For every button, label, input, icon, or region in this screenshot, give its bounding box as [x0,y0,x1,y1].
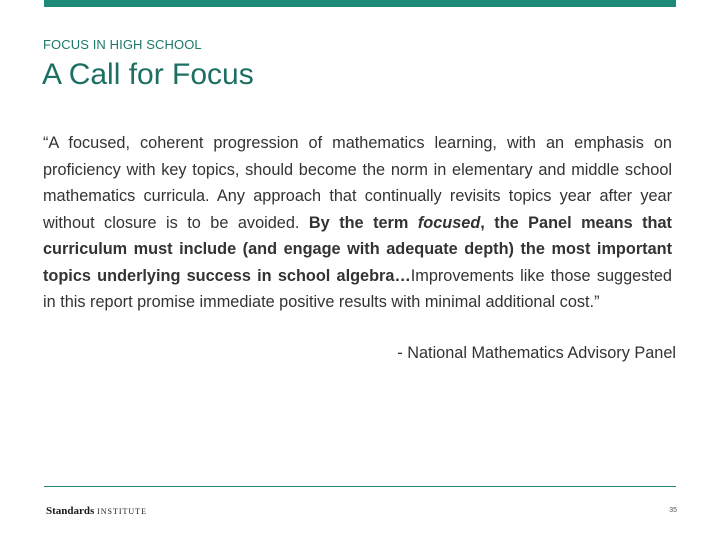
section-eyebrow: FOCUS IN HIGH SCHOOL [43,37,202,52]
quote-bold-part2: , the Panel means that curriculum must include (and engage with adequate depth) the most important topics underlying success in school algebra… [43,213,672,285]
quote-text-part2: Improvements like those suggested in this report promise immediate positive results with minimal additional cost.” [43,266,672,311]
logo-word-institute: INSTITUTE [97,507,147,516]
footer-divider [44,486,676,487]
top-accent-bar [44,0,676,7]
quote-bold-part1: By the term [308,213,418,232]
standards-institute-logo [46,505,147,517]
logo-word-standards: Standards [46,505,95,517]
quote-attribution: - National Mathematics Advisory Panel [397,344,676,362]
page-number: 35 [669,507,677,514]
slide-title: A Call for Focus [42,58,254,91]
quote-bold-italic-term: focused [417,213,481,232]
quote-text-part1: “A focused, coherent progression of mathematics learning, with an emphasis on proficiency with key topics, should become the norm in elementary and middle school mathematics curricula. Any approach that continually revisits topics year after year without closure is to be avoided. [43,134,672,232]
quote-block [43,130,672,316]
